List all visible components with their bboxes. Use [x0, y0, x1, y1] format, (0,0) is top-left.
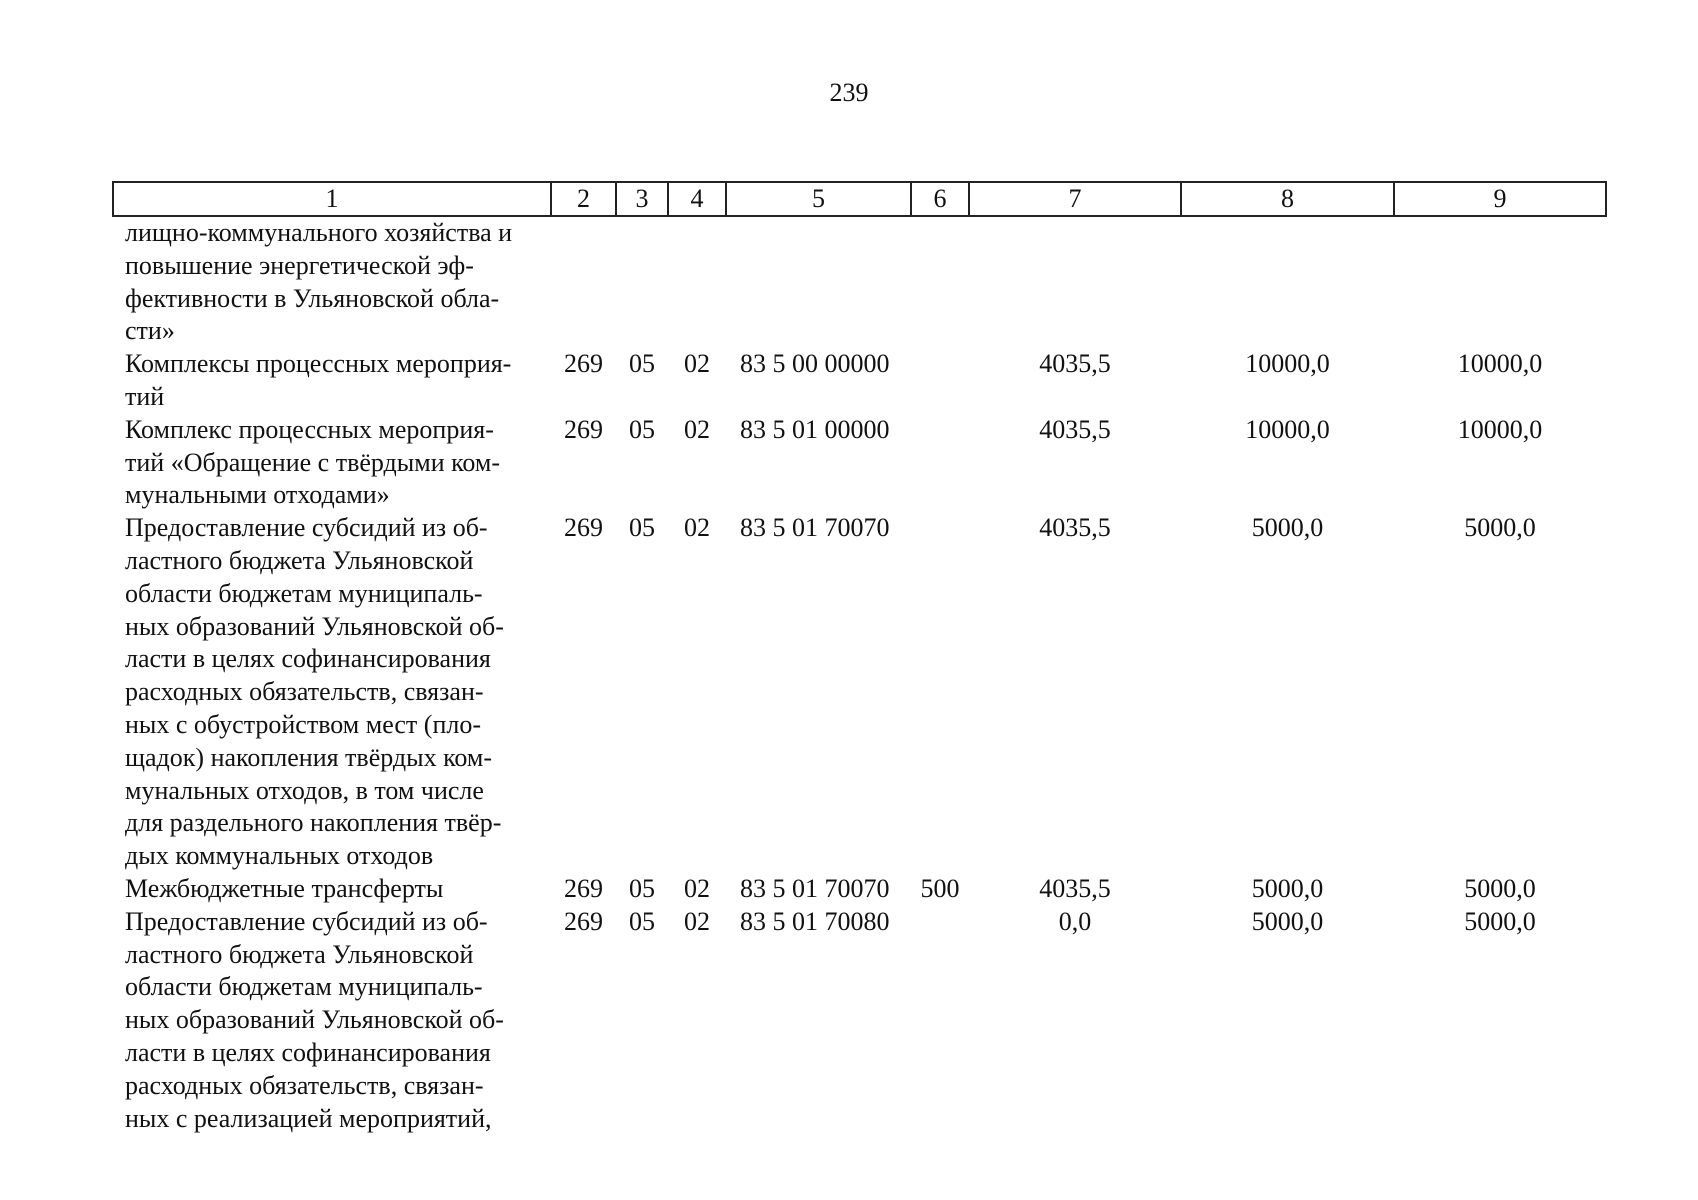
cell-target-article: 83 5 01 00000 [740, 414, 890, 444]
cell-chapter: 269 [564, 349, 603, 379]
header-col-6: 6 [911, 182, 969, 216]
cell-target-article: 83 5 00 00000 [740, 349, 890, 379]
cell-expense-type [911, 348, 969, 414]
cell-amount-year-1: 4035,5 [1039, 513, 1111, 543]
cell-section: 05 [629, 349, 655, 379]
cell-name [113, 348, 551, 414]
name-line: для раздельного накопления твёр- [125, 808, 502, 838]
name-line: сти» [125, 316, 175, 346]
cell-amount-year-2: 5000,0 [1251, 906, 1324, 936]
cell-chapter: 269 [564, 906, 603, 936]
name-line: тий «Обращение с твёрдыми ком- [125, 447, 501, 477]
name-line: ласти в целях софинансирования [125, 644, 491, 674]
name-line: Комплексы процессных мероприя- [125, 349, 512, 379]
name-line: ластного бюджета Ульяновской [125, 939, 474, 969]
cell-amount-year-1: 4035,5 [1039, 349, 1111, 379]
cell-name [113, 873, 551, 906]
name-line: повышение энергетической эф- [125, 250, 474, 280]
cell-section: 05 [629, 873, 655, 903]
cell-chapter: 269 [564, 873, 603, 903]
cell-amount-year-3 [1394, 216, 1606, 348]
cell-section [616, 216, 668, 348]
cell-target-article [726, 216, 911, 348]
header-col-7: 7 [969, 182, 1181, 216]
table-row [113, 216, 1606, 348]
name-line: Предоставление субсидий из об- [125, 906, 488, 936]
cell-subsection: 02 [684, 414, 710, 444]
name-line: области бюджетам муниципаль- [125, 578, 483, 608]
page-number: 239 [829, 78, 869, 107]
cell-subsection: 02 [684, 873, 710, 903]
name-line: лищно-коммунального хозяйства и [125, 218, 513, 247]
table-row [113, 348, 1606, 414]
cell-amount-year-3: 10000,0 [1457, 349, 1543, 379]
cell-expense-type [911, 906, 969, 1136]
name-line: Комплекс процессных мероприя- [125, 414, 494, 444]
cell-expense-type [911, 216, 969, 348]
table-row [113, 414, 1606, 512]
cell-subsection: 02 [684, 349, 710, 379]
cell-name [113, 414, 551, 512]
cell-amount-year-1 [969, 216, 1181, 348]
cell-section: 05 [629, 414, 655, 444]
cell-amount-year-2 [1181, 216, 1394, 348]
cell-name [113, 216, 551, 348]
header-col-4: 4 [668, 182, 726, 216]
cell-target-article: 83 5 01 70070 [740, 873, 890, 903]
name-line: ласти в целях софинансирования [125, 1037, 491, 1067]
name-line: ных с обустройством мест (пло- [125, 709, 482, 739]
cell-amount-year-1: 4035,5 [1039, 414, 1111, 444]
budget-table [112, 181, 1607, 1135]
name-line: расходных обязательств, связан- [125, 677, 484, 707]
name-line: расходных обязательств, связан- [125, 1070, 484, 1100]
name-line: области бюджетам муниципаль- [125, 972, 483, 1002]
name-line: ных образований Ульяновской об- [125, 1005, 504, 1035]
header-col-5: 5 [726, 182, 911, 216]
header-col-2: 2 [551, 182, 616, 216]
name-line: дых коммунальных отходов [125, 841, 434, 871]
cell-subsection [668, 216, 726, 348]
name-line: мунальными отходами» [125, 480, 390, 510]
name-line: Межбюджетные трансферты [125, 873, 444, 903]
table-row [113, 512, 1606, 873]
cell-chapter: 269 [564, 414, 603, 444]
cell-expense-type: 500 [920, 873, 960, 903]
cell-amount-year-1: 4035,5 [1039, 873, 1111, 903]
name-line: Предоставление субсидий из об- [125, 513, 488, 543]
cell-section: 05 [629, 513, 655, 543]
table-header-row [113, 182, 1606, 216]
cell-chapter: 269 [564, 513, 603, 543]
table-body [113, 216, 1606, 1135]
cell-subsection: 02 [684, 513, 710, 543]
cell-amount-year-2: 5000,0 [1251, 873, 1324, 903]
cell-chapter [551, 216, 616, 348]
cell-section: 05 [629, 906, 655, 936]
name-line: мунальных отходов, в том числе [125, 775, 484, 805]
cell-amount-year-3: 10000,0 [1457, 414, 1543, 444]
name-line: ластного бюджета Ульяновской [125, 545, 474, 575]
cell-amount-year-3: 5000,0 [1464, 906, 1536, 936]
cell-amount-year-2: 10000,0 [1245, 414, 1330, 444]
cell-expense-type [911, 414, 969, 512]
cell-amount-year-1: 0,0 [1058, 906, 1092, 936]
cell-name [113, 906, 551, 1136]
header-col-3: 3 [616, 182, 668, 216]
cell-subsection: 02 [684, 906, 710, 936]
name-line: ных образований Ульяновской об- [125, 611, 504, 641]
name-line: фективности в Ульяновской обла- [125, 283, 500, 313]
table-row [113, 906, 1606, 1136]
table-row [113, 873, 1606, 906]
cell-name [113, 512, 551, 873]
header-col-8: 8 [1181, 182, 1394, 216]
cell-target-article: 83 5 01 70070 [740, 513, 890, 543]
name-line: ных с реализацией мероприятий, [125, 1103, 492, 1133]
header-col-9: 9 [1394, 182, 1606, 216]
name-line: щадок) накопления твёрдых ком- [125, 742, 493, 772]
cell-amount-year-3: 5000,0 [1464, 873, 1536, 903]
cell-amount-year-3: 5000,0 [1464, 513, 1536, 543]
header-col-1: 1 [113, 182, 551, 216]
cell-amount-year-2: 5000,0 [1251, 513, 1324, 543]
cell-expense-type [911, 512, 969, 873]
name-line: тий [125, 381, 165, 411]
cell-amount-year-2: 10000,0 [1245, 349, 1330, 379]
cell-target-article: 83 5 01 70080 [740, 906, 890, 936]
